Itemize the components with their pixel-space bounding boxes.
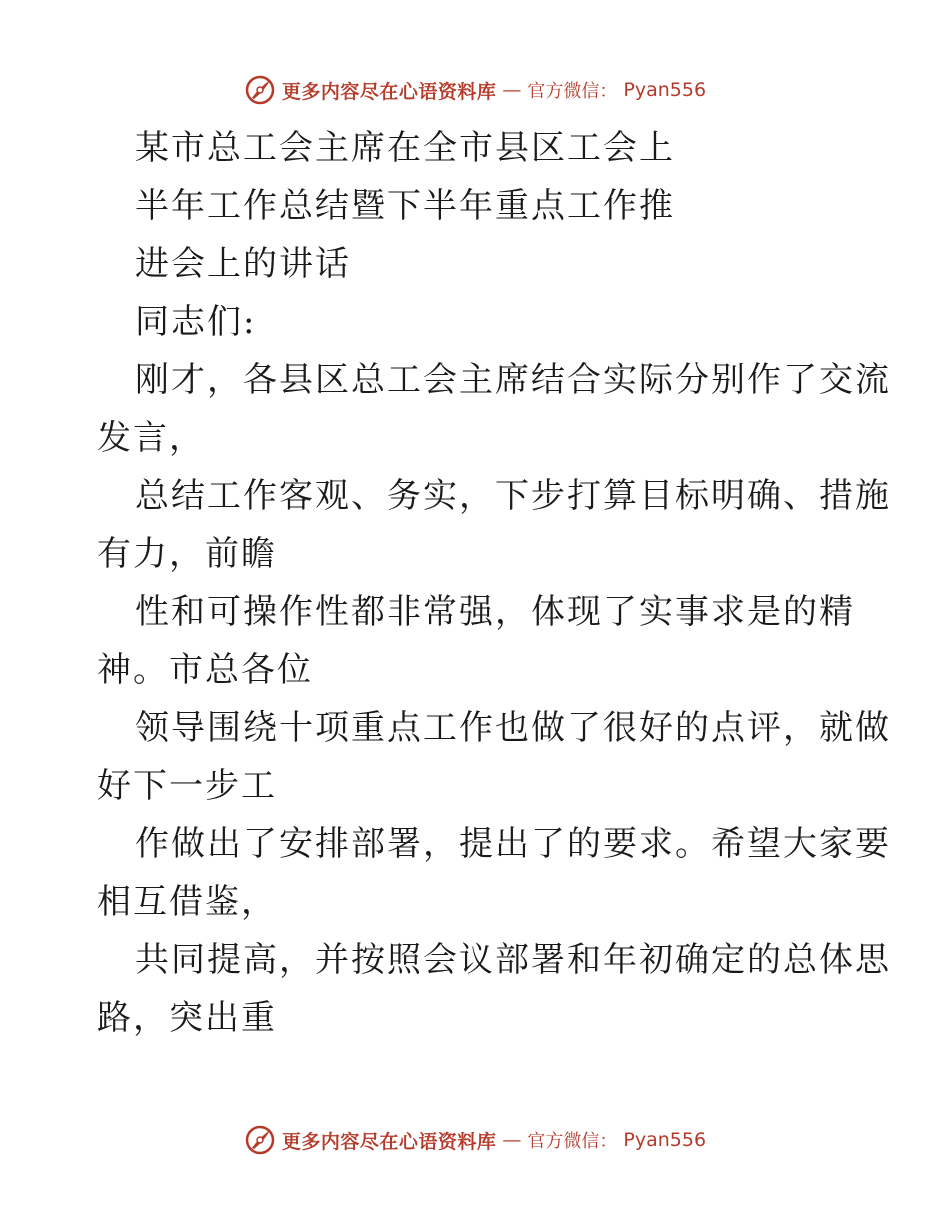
title-line: 某市总工会主席在全市县区工会上 (135, 128, 675, 168)
paragraph-line: 作做出了安排部署，提出了的要求。希望大家要 (135, 824, 891, 864)
paragraph-line: 神。市总各位 (97, 650, 313, 690)
banner-separator: — (502, 1129, 522, 1151)
brand-text: 更多内容尽在心语资料库 (281, 1130, 497, 1153)
salutation: 同志们: (135, 302, 257, 342)
quill-logo-icon (244, 74, 276, 106)
wechat-label: 官方微信： (527, 81, 618, 102)
paragraph-line: 共同提高，并按照会议部署和年初确定的总体思 (135, 940, 891, 980)
wechat-label: 官方微信： (527, 1131, 618, 1152)
wechat-id: Pyan556 (623, 79, 707, 101)
paragraph-line: 有力，前瞻 (97, 534, 277, 574)
title-line: 进会上的讲话 (135, 244, 351, 284)
paragraph-line: 相互借鉴， (97, 882, 277, 922)
wechat-id: Pyan556 (623, 1129, 707, 1151)
paragraph-line: 路，突出重 (97, 998, 277, 1038)
paragraph-line: 发言， (97, 418, 205, 458)
paragraph-line: 总结工作客观、务实，下步打算目标明确、措施 (135, 476, 891, 516)
paragraph-line: 性和可操作性都非常强，体现了实事求是的精 (135, 592, 855, 632)
brand-text: 更多内容尽在心语资料库 (281, 80, 497, 103)
banner-separator: — (502, 79, 522, 101)
paragraph-line: 好下一步工 (97, 766, 277, 806)
paragraph-line: 领导围绕十项重点工作也做了很好的点评，就做 (135, 708, 891, 748)
footer-banner (0, 1120, 950, 1160)
header-banner (0, 70, 950, 110)
quill-logo-icon (244, 1124, 276, 1156)
title-line: 半年工作总结暨下半年重点工作推 (135, 186, 675, 226)
paragraph-line: 刚才，各县区总工会主席结合实际分别作了交流 (135, 360, 891, 400)
